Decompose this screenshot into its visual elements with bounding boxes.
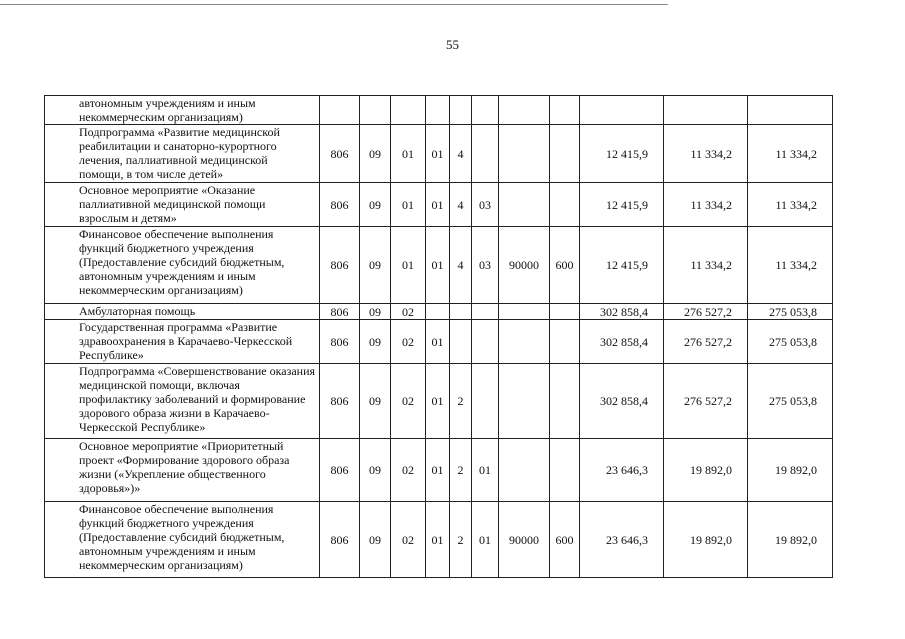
table-row <box>45 227 833 304</box>
cell-ministry: 806 <box>320 125 360 183</box>
cell-expense-type <box>550 125 580 183</box>
cell-expense-type: 600 <box>550 502 580 578</box>
cell-name: Основное мероприятие «Приоритетный проект «Формирование здорового образа жизни («Укрепление общественного здоровья»)» <box>45 439 320 502</box>
cell-ministry: 806 <box>320 439 360 502</box>
cell-ministry: 806 <box>320 183 360 227</box>
cell-amount-3 <box>748 96 833 125</box>
cell-subsection: 02 <box>391 502 426 578</box>
cell-subprogram: 2 <box>450 364 472 439</box>
cell-section: 09 <box>360 183 391 227</box>
cell-amount-1 <box>580 96 664 125</box>
cell-amount-1: 12 415,9 <box>580 125 664 183</box>
cell-subsection: 01 <box>391 183 426 227</box>
cell-expense-code: 90000 <box>499 227 550 304</box>
cell-program: 01 <box>426 125 450 183</box>
cell-ministry: 806 <box>320 320 360 364</box>
cell-subsection: 02 <box>391 439 426 502</box>
cell-subprogram <box>450 304 472 320</box>
cell-section: 09 <box>360 125 391 183</box>
cell-expense-type: 600 <box>550 227 580 304</box>
cell-program: 01 <box>426 183 450 227</box>
cell-name: Подпрограмма «Развитие медицинской реабилитации и санаторно-курортного лечения, паллиативной медицинской помощи, в том числе детей» <box>45 125 320 183</box>
cell-section: 09 <box>360 439 391 502</box>
table-row <box>45 320 833 364</box>
cell-program: 01 <box>426 502 450 578</box>
cell-name: Финансовое обеспечение выполнения функций бюджетного учреждения (Предоставление субсидий бюджетным, автономным учреждениям и иным некоммерческим организациям) <box>45 502 320 578</box>
cell-section: 09 <box>360 320 391 364</box>
cell-name: Финансовое обеспечение выполнения функций бюджетного учреждения (Предоставление субсидий бюджетным, автономным учреждениям и иным некоммерческим организациям) <box>45 227 320 304</box>
table-row <box>45 304 833 320</box>
cell-amount-1: 302 858,4 <box>580 304 664 320</box>
cell-section: 09 <box>360 364 391 439</box>
table-row <box>45 183 833 227</box>
cell-expense-code <box>499 320 550 364</box>
cell-amount-3: 275 053,8 <box>748 304 833 320</box>
cell-program: 01 <box>426 439 450 502</box>
cell-amount-1: 12 415,9 <box>580 227 664 304</box>
cell-expense-type <box>550 183 580 227</box>
cell-section: 09 <box>360 227 391 304</box>
cell-amount-2: 11 334,2 <box>664 227 748 304</box>
cell-amount-3: 19 892,0 <box>748 439 833 502</box>
cell-amount-2: 11 334,2 <box>664 125 748 183</box>
cell-ministry: 806 <box>320 364 360 439</box>
cell-program <box>426 304 450 320</box>
cell-expense-code <box>499 183 550 227</box>
cell-program: 01 <box>426 227 450 304</box>
cell-subsection: 02 <box>391 364 426 439</box>
cell-amount-2 <box>664 96 748 125</box>
cell-amount-2: 11 334,2 <box>664 183 748 227</box>
cell-expense-type <box>550 439 580 502</box>
cell-event <box>472 364 499 439</box>
cell-amount-2: 276 527,2 <box>664 364 748 439</box>
cell-amount-1: 302 858,4 <box>580 320 664 364</box>
cell-amount-3: 11 334,2 <box>748 183 833 227</box>
budget-table <box>44 95 833 578</box>
cell-amount-1: 12 415,9 <box>580 183 664 227</box>
cell-ministry <box>320 96 360 125</box>
cell-name: Основное мероприятие «Оказание паллиативной медицинской помощи взрослым и детям» <box>45 183 320 227</box>
cell-amount-1: 23 646,3 <box>580 502 664 578</box>
cell-expense-code <box>499 96 550 125</box>
cell-subsection: 02 <box>391 320 426 364</box>
cell-expense-code <box>499 439 550 502</box>
table-row <box>45 502 833 578</box>
cell-name: автономным учреждениям и иным некоммерческим организациям) <box>45 96 320 125</box>
cell-name: Государственная программа «Развитие здравоохранения в Карачаево-Черкесской Республике» <box>45 320 320 364</box>
cell-name: Подпрограмма «Совершенствование оказания медицинской помощи, включая профилактику заболеваний и формирование здорового образа жизни в Карачаево-Черкесской Республике» <box>45 364 320 439</box>
cell-subprogram: 2 <box>450 439 472 502</box>
cell-subsection: 01 <box>391 227 426 304</box>
cell-subsection: 02 <box>391 304 426 320</box>
cell-subprogram: 4 <box>450 227 472 304</box>
cell-expense-type <box>550 320 580 364</box>
table-row <box>45 96 833 125</box>
cell-subprogram <box>450 320 472 364</box>
cell-section: 09 <box>360 502 391 578</box>
cell-amount-3: 19 892,0 <box>748 502 833 578</box>
cell-amount-2: 276 527,2 <box>664 320 748 364</box>
cell-expense-type <box>550 304 580 320</box>
cell-event <box>472 320 499 364</box>
cell-event <box>472 125 499 183</box>
cell-expense-code <box>499 304 550 320</box>
cell-amount-2: 276 527,2 <box>664 304 748 320</box>
table-row <box>45 125 833 183</box>
cell-expense-type <box>550 364 580 439</box>
cell-ministry: 806 <box>320 227 360 304</box>
cell-amount-3: 11 334,2 <box>748 125 833 183</box>
cell-section <box>360 96 391 125</box>
cell-subsection <box>391 96 426 125</box>
cell-amount-3: 275 053,8 <box>748 320 833 364</box>
cell-ministry: 806 <box>320 304 360 320</box>
cell-subprogram: 4 <box>450 125 472 183</box>
cell-program: 01 <box>426 320 450 364</box>
table-row <box>45 439 833 502</box>
cell-amount-3: 11 334,2 <box>748 227 833 304</box>
cell-expense-code: 90000 <box>499 502 550 578</box>
cell-program: 01 <box>426 364 450 439</box>
cell-program <box>426 96 450 125</box>
cell-event <box>472 96 499 125</box>
cell-subprogram: 4 <box>450 183 472 227</box>
cell-expense-code <box>499 364 550 439</box>
cell-event: 01 <box>472 502 499 578</box>
cell-expense-type <box>550 96 580 125</box>
cell-event <box>472 304 499 320</box>
table-body <box>45 96 833 578</box>
table-row <box>45 364 833 439</box>
cell-amount-1: 302 858,4 <box>580 364 664 439</box>
cell-amount-3: 275 053,8 <box>748 364 833 439</box>
cell-name: Амбулаторная помощь <box>45 304 320 320</box>
cell-event: 03 <box>472 183 499 227</box>
header-rule <box>0 4 668 5</box>
cell-expense-code <box>499 125 550 183</box>
cell-section: 09 <box>360 304 391 320</box>
cell-event: 01 <box>472 439 499 502</box>
cell-amount-2: 19 892,0 <box>664 502 748 578</box>
cell-ministry: 806 <box>320 502 360 578</box>
cell-amount-2: 19 892,0 <box>664 439 748 502</box>
page-number: 55 <box>446 37 459 52</box>
cell-amount-1: 23 646,3 <box>580 439 664 502</box>
cell-subsection: 01 <box>391 125 426 183</box>
cell-subprogram: 2 <box>450 502 472 578</box>
cell-subprogram <box>450 96 472 125</box>
cell-event: 03 <box>472 227 499 304</box>
